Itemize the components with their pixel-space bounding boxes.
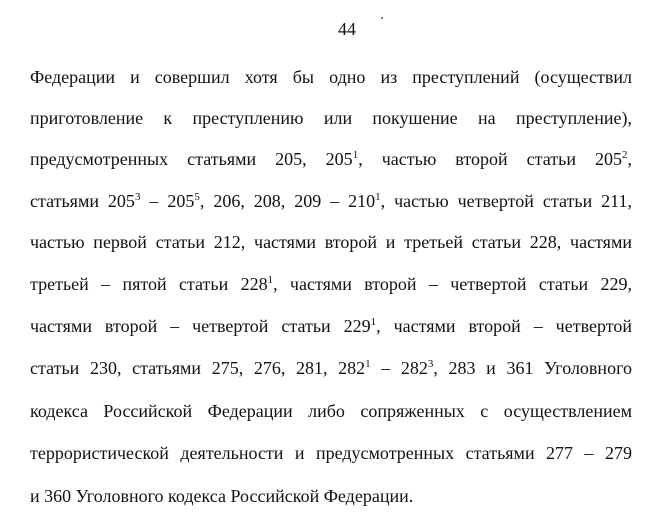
text-line: Федерации и совершил хотя бы одно из преступлений (осуществил bbox=[30, 67, 632, 87]
text-line: частями второй – четвертой статьи $229^1$, частями второй – четвертой bbox=[30, 316, 632, 336]
text-line: кодекса Российской Федерации либо сопряженных с осуществлением bbox=[30, 401, 632, 421]
text-line: предусмотренных статьями 205, $205^1$, частью второй статьи $205^2$, bbox=[30, 149, 632, 169]
page-number: 44 bbox=[338, 19, 356, 39]
text-line: частью первой статьи 212, частями второй и третьей статьи 228, частями bbox=[30, 232, 632, 252]
text-line: террористической деятельности и предусмотренных статьями 277 – 279 bbox=[30, 443, 632, 463]
text-line-last: и 360 Уголовного кодекса Российской Федерации. bbox=[30, 486, 414, 506]
text-line: статьи 230, статьями 275, 276, 281, $282^1 - 282^3$, 283 и 361 Уголовного bbox=[30, 358, 632, 378]
text-line: третьей – пятой статьи $228^1$, частями второй – четвертой статьи 229, bbox=[30, 274, 632, 294]
scan-speck bbox=[381, 17, 383, 19]
text-line: статьями $205^3 - 205^5$, 206, 208, $209 - 210^1$, частью четвертой статьи 211, bbox=[30, 191, 632, 211]
text-line: приготовление к преступлению или покушение на преступление), bbox=[30, 108, 632, 128]
